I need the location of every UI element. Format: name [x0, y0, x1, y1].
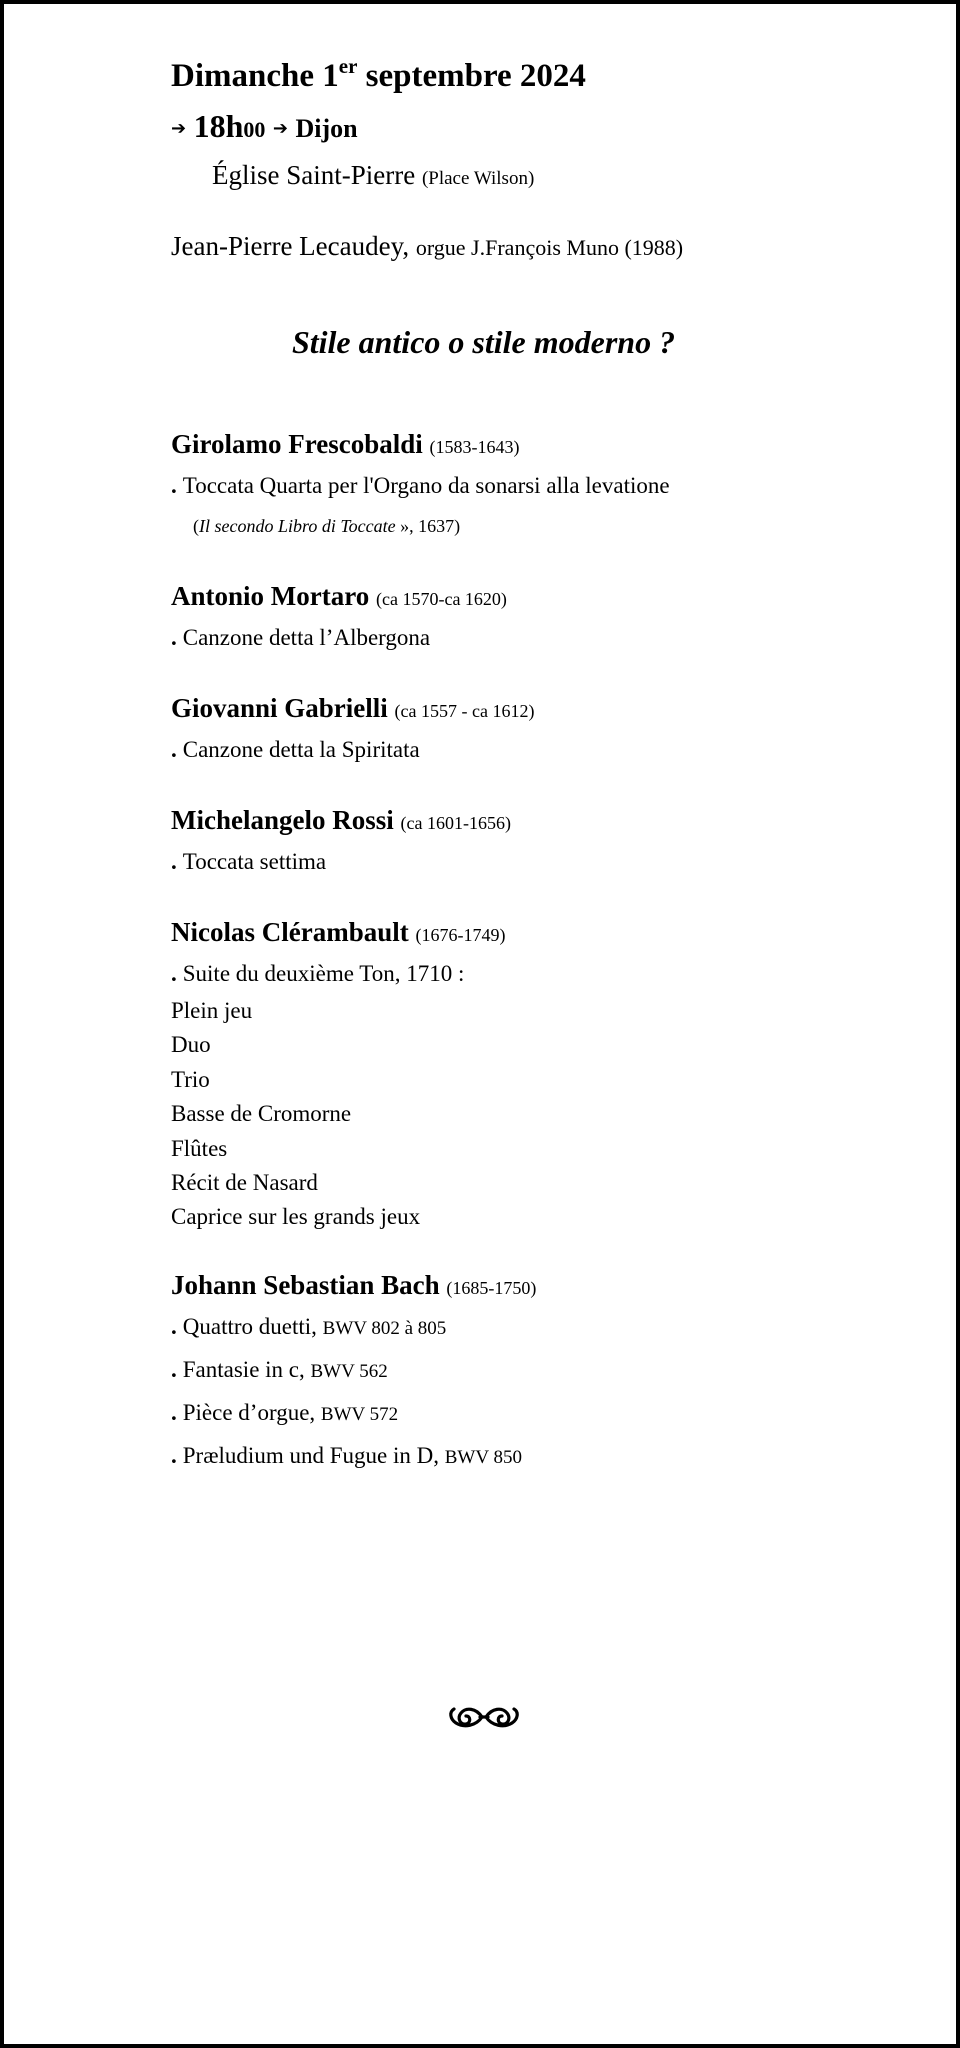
- work-title: Canzone detta l’Albergona: [182, 625, 431, 650]
- composer-dates: (ca 1601-1656): [400, 813, 511, 833]
- work-item: [171, 617, 916, 658]
- bullet: .: [171, 849, 177, 874]
- work-item: [171, 729, 916, 770]
- concert-date: [171, 56, 916, 96]
- fleuron-ornament-icon: [446, 1704, 522, 1730]
- composer-dates: (1583-1643): [429, 437, 520, 457]
- bullet: .: [171, 625, 177, 650]
- programme-content: [171, 56, 916, 1510]
- performer-instrument: orgue J.François Muno (1988): [415, 235, 684, 260]
- work-catalog: BWV 562: [310, 1360, 388, 1382]
- work-title: Quattro duetti,: [182, 1313, 317, 1339]
- work-item: [171, 1392, 916, 1435]
- composer-clerambault: [171, 914, 916, 1235]
- date-suffix: septembre 2024: [357, 58, 586, 94]
- composer-mortaro: [171, 578, 916, 658]
- work-title: Toccata Quarta per l'Organo da sonarsi alla levatione: [182, 473, 670, 498]
- time-minutes: 00: [243, 117, 266, 142]
- composer-bach: [171, 1267, 916, 1478]
- work-title: Canzone detta la Spiritata: [182, 737, 420, 762]
- time-hour: 18h: [193, 108, 244, 144]
- arrow-right-icon: ➔: [272, 118, 288, 139]
- composer-heading: [171, 802, 916, 841]
- note-italic: Il secondo Libro di Toccate: [199, 516, 396, 536]
- bullet: .: [171, 473, 177, 498]
- work-title: Toccata settima: [182, 849, 327, 874]
- work-note: [171, 506, 916, 546]
- bullet: .: [171, 1442, 177, 1468]
- composer-heading: [171, 1267, 916, 1306]
- work-item: [171, 953, 916, 994]
- performer: [171, 229, 916, 265]
- concert-time-place: [171, 108, 916, 148]
- composer-name: Antonio Mortaro: [171, 581, 370, 611]
- composer-heading: [171, 426, 916, 465]
- bullet: .: [171, 961, 177, 986]
- work-title: Præludium und Fugue in D,: [182, 1442, 439, 1468]
- bullet: .: [171, 1399, 177, 1425]
- venue-detail: (Place Wilson): [421, 168, 535, 189]
- note-open: (: [193, 516, 199, 536]
- composer-dates: (1685-1750): [446, 1277, 537, 1298]
- note-close: », 1637): [395, 516, 461, 536]
- composer-gabrielli: [171, 690, 916, 770]
- work-title: Fantasie in c,: [182, 1356, 305, 1382]
- date-superscript: er: [338, 54, 358, 78]
- work-title: Suite du deuxième Ton, 1710 :: [182, 961, 465, 986]
- composer-heading: [171, 690, 916, 729]
- composer-name: Michelangelo Rossi: [171, 805, 394, 835]
- composer-name: Johann Sebastian Bach: [171, 1269, 440, 1300]
- fleuron-ornament-icon: [4, 1704, 960, 1734]
- composer-name: Nicolas Clérambault: [171, 917, 409, 947]
- composer-list: [171, 426, 916, 1478]
- venue-name: Église Saint-Pierre: [212, 160, 416, 190]
- movement-item: Basse de Cromorne: [171, 1101, 352, 1127]
- composer-dates: (ca 1557 - ca 1612): [394, 701, 535, 721]
- composer-dates: (1676-1749): [415, 925, 506, 945]
- bullet: .: [171, 737, 177, 762]
- work-item: [171, 1306, 916, 1349]
- composer-heading: [171, 914, 916, 953]
- composer-frescobaldi: [171, 426, 916, 546]
- work-catalog: BWV 802 à 805: [322, 1317, 447, 1339]
- work-item: [171, 1349, 916, 1392]
- composer-heading: [171, 578, 916, 617]
- movement-item: Trio: [171, 1066, 210, 1092]
- composer-name: Girolamo Frescobaldi: [171, 429, 423, 459]
- performer-name: Jean-Pierre Lecaudey,: [171, 231, 410, 261]
- concert-venue: [171, 158, 916, 196]
- composer-name: Giovanni Gabrielli: [171, 693, 388, 723]
- date-prefix: Dimanche 1: [171, 58, 339, 94]
- work-title: Pièce d’orgue,: [182, 1399, 316, 1425]
- movement-item: Flûtes: [171, 1135, 228, 1161]
- work-item: [171, 841, 916, 882]
- bullet: .: [171, 1356, 177, 1382]
- work-item: [171, 1435, 916, 1478]
- concert-city: Dijon: [295, 114, 358, 143]
- composer-dates: (ca 1570-ca 1620): [375, 589, 507, 609]
- work-catalog: BWV 850: [444, 1446, 522, 1468]
- movement-item: Caprice sur les grands jeux: [171, 1204, 421, 1230]
- arrow-right-icon: ➔: [171, 118, 187, 139]
- bullet: .: [171, 1313, 177, 1339]
- composer-rossi: [171, 802, 916, 882]
- movement-item: Plein jeu: [171, 998, 253, 1023]
- movement-item: Duo: [171, 1032, 211, 1058]
- movement-item: Récit de Nasard: [171, 1170, 318, 1196]
- programme-title: Stile antico o stile moderno ?: [291, 324, 676, 360]
- work-catalog: BWV 572: [320, 1403, 399, 1425]
- work-item: [171, 465, 916, 506]
